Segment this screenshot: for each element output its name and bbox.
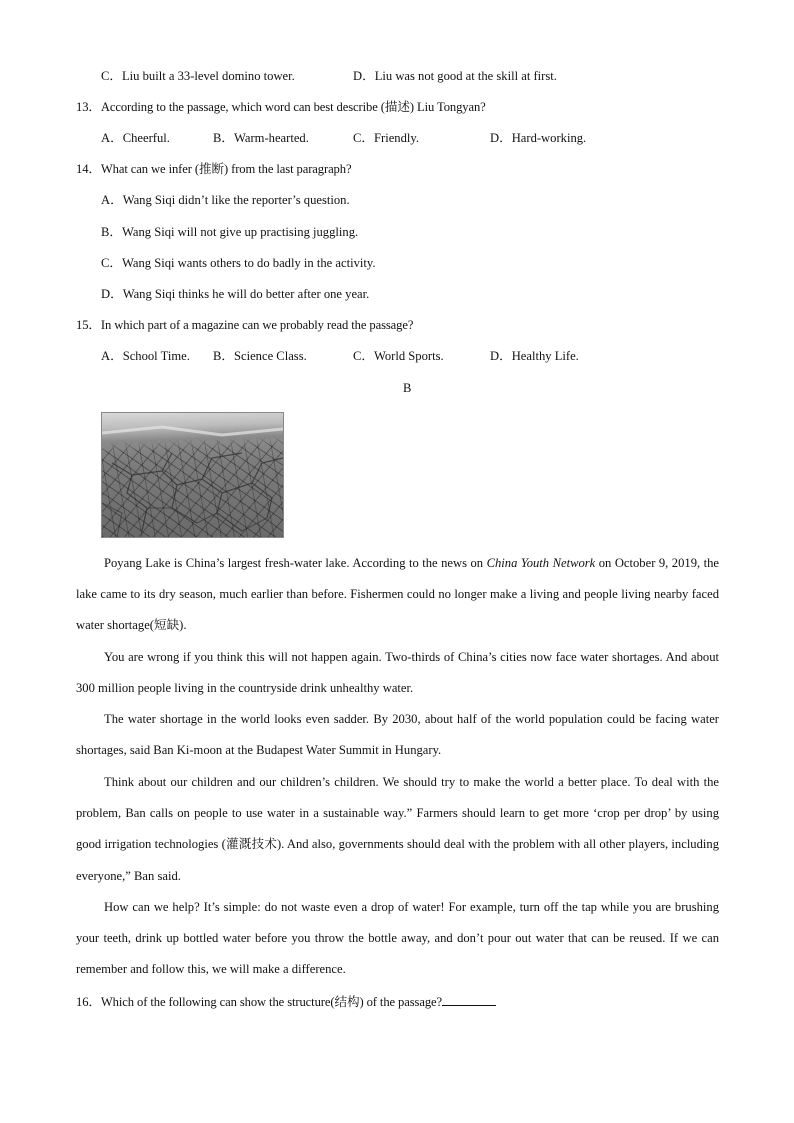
- q13-option-c: C．Friendly.: [353, 131, 419, 145]
- q14-option-d: D．Wang Siqi thinks he will do better after one year.: [101, 287, 370, 301]
- passage-paragraph-2: You are wrong if you think this will not happen again. Two-thirds of China’s cities now face water shortages. And about 300 million people living in the countryside drink unhealthy water.: [76, 650, 719, 696]
- q16-stem: [76, 993, 496, 1010]
- dry-lakebed-photo: [101, 412, 284, 538]
- p1-text-end: on October 9, 2019, the lake came to its dry season, much earlier than before. Fishermen could no longer make a living and people living nearby faced water shortage(短缺).: [76, 556, 720, 633]
- q13-option-a: A．Cheerful.: [101, 131, 170, 145]
- q15-option-a: A．School Time.: [101, 349, 190, 363]
- passage-paragraph-4: Think about our children and our children’s children. We should try to make the world a better place. To deal with the problem, Ban calls on people to use water in a sustainable way.” Farmers should learn to get more ‘crop per drop’ by using good irrigation technologies (灌溉技术). And also, governments should deal with the problem with all other players, including everyone,” Ban said.: [76, 775, 719, 883]
- q14-option-a: A．Wang Siqi didn’t like the reporter’s question.: [101, 193, 350, 207]
- news-source: China Youth Network: [486, 556, 596, 570]
- q15-option-d: D．Healthy Life.: [490, 349, 579, 363]
- q13-option-d: D．Hard-working.: [490, 131, 587, 145]
- q12-option-c: C．Liu built a 33-level domino tower.: [101, 69, 295, 83]
- section-b-heading: B: [403, 381, 412, 395]
- q12-option-d: D．Liu was not good at the skill at first.: [353, 69, 557, 83]
- p1-text-start: Poyang Lake is China’s largest fresh-water lake. According to the news on: [104, 556, 487, 570]
- passage-paragraph-3: The water shortage in the world looks even sadder. By 2030, about half of the world population could be facing water shortages, said Ban Ki-moon at the Budapest Water Summit in Hungary.: [76, 712, 719, 758]
- q15-option-c: C．World Sports.: [353, 349, 444, 363]
- q15-stem: 15．In which part of a magazine can we probably read the passage?: [76, 318, 414, 332]
- q14-stem: 14．What can we infer (推断) from the last paragraph?: [76, 162, 352, 176]
- q14-option-b: B．Wang Siqi will not give up practising juggling.: [101, 225, 359, 239]
- q16-stem-text: 16．Which of the following can show the structure(结构) of the passage?: [76, 995, 443, 1009]
- q14-option-c: C．Wang Siqi wants others to do badly in the activity.: [101, 256, 376, 270]
- q15-option-b: B．Science Class.: [213, 349, 307, 363]
- q13-option-b: B．Warm-hearted.: [213, 131, 309, 145]
- q13-stem: 13．According to the passage, which word can best describe (描述) Liu Tongyan?: [76, 100, 486, 114]
- q16-answer-blank[interactable]: [442, 993, 496, 1006]
- passage-paragraph-5: How can we help? It’s simple: do not waste even a drop of water! For example, turn off the tap while you are brushing your teeth, drink up bottled water before you throw the bottle away, and don’t pour out water that can be reused. If we can remember and follow this, we will make a difference.: [76, 900, 719, 977]
- passage-paragraph-1: [76, 548, 719, 642]
